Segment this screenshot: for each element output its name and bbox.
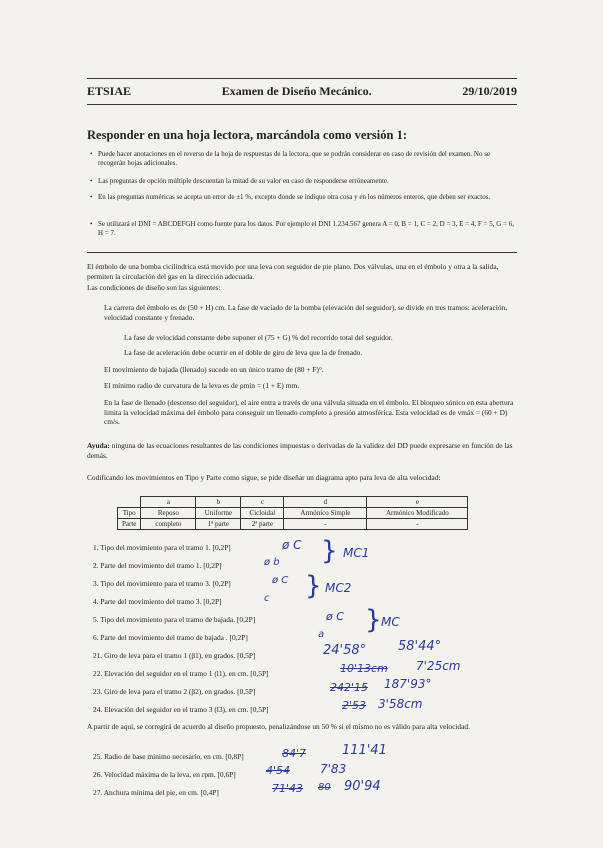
instruction-bullet: • Puede hacer anotaciones en el reverso de la hoja de respuestas de la lectora, que se podrán considerar en caso de revisión del examen. No se recogerán hojas adicionales. [98, 150, 516, 168]
question-number: 22. [93, 669, 103, 678]
question-points: [0,4P] [200, 788, 219, 797]
table-cell: - [284, 519, 367, 530]
table-cell: 2ª parte [241, 519, 284, 530]
exam-title: Examen de Diseño Mecánico. [221, 84, 372, 98]
handwritten-crossed-27b: 80 [318, 782, 331, 793]
question-2 [93, 561, 222, 570]
handwritten-answer-4: c [264, 593, 270, 604]
table-header-row [118, 497, 468, 508]
question-1 [93, 543, 231, 552]
question-number: 4. [93, 597, 99, 606]
table-cell: 1ª parte [196, 519, 241, 530]
question-6 [93, 633, 248, 642]
condition-4: En la fase de llenado (descenso del seguidor), el aire entra a través de una válvula situada en el émbolo. El bloqueo sónico en esta abertura limita la velocidad máxima del émbolo para conseguir un llenado completo a presión atmosférica. Esta velocidad es de vmáx = (60 + D) cm/s. [104, 398, 514, 426]
table-cell: Armónico Simple [284, 508, 367, 519]
handwritten-answer-23: 187'93° [384, 677, 432, 691]
question-number: 21. [93, 651, 103, 660]
question-text: Tipo del movimiento para el tramo 3. [100, 579, 211, 588]
header-rule [87, 104, 517, 105]
handwritten-crossed-26: 4'54 [266, 764, 291, 777]
brace-mark: } [305, 571, 322, 601]
question-5 [93, 615, 255, 624]
question-number: 25. [93, 752, 103, 761]
question-26 [93, 770, 236, 779]
handwritten-answer-3: ø C [272, 575, 289, 586]
exam-date: 29/10/2019 [462, 84, 517, 98]
question-points: [0,5P] [250, 669, 269, 678]
instruction-bullet: • En las preguntas numéricas se acepta un error de ±1 %, excepto donde se indique otra cosa y en los números enteros, que deben ser exactos. [98, 193, 516, 202]
question-points: [0,8P] [225, 752, 244, 761]
question-points: [0,5P] [237, 651, 256, 660]
handwritten-answer-6: a [318, 629, 325, 640]
handwritten-group-3: MC [381, 615, 400, 629]
question-number: 3. [93, 579, 99, 588]
handwritten-crossed-25: 84'7 [282, 747, 307, 760]
question-22 [93, 669, 269, 678]
top-rule [87, 78, 517, 79]
condition-1b: La fase de aceleración debe ocurrir en el doble de giro de leva que la de frenado. [124, 348, 363, 357]
handwritten-answer-2: ø b [264, 557, 280, 568]
handwritten-crossed-24: 2'53 [342, 699, 367, 712]
help-text: ninguna de las ecuaciones resultantes de las condiciones impuestas o derivadas de la validez del DD puede expresarse en función de las demás. [87, 441, 513, 460]
question-4 [93, 597, 222, 606]
instructions-title: Responder en una hoja lectora, marcándola como versión 1: [87, 128, 408, 142]
handwritten-answer-25: 111'41 [342, 743, 387, 758]
condition-1a: La fase de velocidad constante debe suponer el (75 + G) % del recorrido total del seguidor. [124, 333, 393, 342]
row-label: Parte [118, 519, 141, 530]
coding-table [117, 496, 468, 530]
brace-mark: } [321, 536, 338, 566]
column-header: b [196, 497, 241, 508]
section-rule [87, 252, 517, 253]
table-cell: Reposo [141, 508, 196, 519]
table-cell: Armónico Modificado [367, 508, 468, 519]
condition-1: La carrera del émbolo es de (50 + H) cm. La fase de vaciado de la bomba (elevación del seguidor), se divide en tres tramos: aceleración, velocidad constante y frenado. [104, 303, 508, 322]
question-points: [0,5P] [237, 687, 256, 696]
table-cell: Cicloidal [241, 508, 284, 519]
question-text: Giro de leva para el tramo 2 (β2), en grados. [104, 687, 236, 696]
handwritten-group-1: MC1 [343, 546, 370, 560]
help-label: Ayuda: [87, 441, 110, 450]
condition-3: El mínimo radio de curvatura de la leva es de ρmín = (1 + E) mm. [104, 381, 300, 390]
question-number: 1. [93, 543, 99, 552]
penalty-note: A partir de aquí, se corregirá de acuerdo al diseño propuesto, penalizándose un 50 % si el mismo no es válido para alta velocidad. [87, 722, 470, 731]
handwritten-answer-5: ø C [326, 610, 344, 623]
row-label: Tipo [118, 508, 141, 519]
handwritten-answer-1: ø C [282, 538, 302, 552]
column-header: e [367, 497, 468, 508]
question-text: Velocidad máxima de la leva, en rpm. [103, 770, 216, 779]
question-points: [0,6P] [217, 770, 236, 779]
condition-2: El movimiento de bajada (llenado) sucede en un único tramo de (80 + F)°. [104, 365, 324, 374]
question-25 [93, 752, 244, 761]
handwritten-crossed-27: 71'43 [272, 782, 304, 795]
column-header: a [141, 497, 196, 508]
table-cell: - [367, 519, 468, 530]
help-note [87, 441, 517, 460]
question-points: [0,2P] [203, 597, 222, 606]
table-cell: completo [141, 519, 196, 530]
handwritten-answer-21: 24'58° [323, 643, 367, 658]
question-number: 23. [93, 687, 103, 696]
question-text: Parte del movimiento del tramo 3. [100, 597, 202, 606]
question-points: [0,2P] [212, 543, 231, 552]
question-text: Tipo del movimiento para el tramo de bajada. [100, 615, 236, 624]
question-text: Anchura mínima del pie, en cm. [103, 788, 199, 797]
question-text: Elevación del seguidor en el tramo 3 (l3), en cm. [104, 705, 249, 714]
question-text: Radio de base mínimo necesario, en cm. [104, 752, 224, 761]
question-number: 5. [93, 615, 99, 624]
exam-header [87, 84, 517, 99]
question-number: 6. [93, 633, 99, 642]
handwritten-group-2: MC2 [325, 581, 352, 595]
question-number: 26. [93, 770, 103, 779]
handwritten-answer-26: 7'83 [320, 762, 347, 776]
column-header: d [284, 497, 367, 508]
question-points: [0,2P] [229, 633, 248, 642]
handwritten-answer-22: 7'25cm [416, 659, 461, 673]
question-number: 27. [93, 788, 103, 797]
question-21 [93, 651, 255, 660]
brace-mark: } [365, 605, 382, 635]
question-text: Tipo del movimiento para el tramo 1. [100, 543, 211, 552]
question-text: Parte del movimiento del tramo de bajada . [100, 633, 228, 642]
question-number: 2. [93, 561, 99, 570]
question-24 [93, 705, 269, 714]
conditions-label: Las condiciones de diseño son las siguientes: [87, 283, 221, 292]
table-corner [118, 497, 141, 508]
handwritten-answer-27: 90'94 [344, 779, 381, 794]
table-row [118, 519, 468, 530]
question-points: [0,2P] [212, 579, 231, 588]
question-23 [93, 687, 255, 696]
school-name: ETSIAE [87, 84, 132, 98]
instruction-bullet: • Se utilizará el DNI = ABCDEFGH como fuente para los datos. Por ejemplo el DNI 1.234.567 genera A = 0, B = 1, C = 2, D = 3, E = 4, F = 5, G = 6, H = 7. [98, 220, 516, 238]
question-points: [0,2P] [203, 561, 222, 570]
coding-statement: Codificando los movimientos en Tipo y Parte como sigue, se pide diseñar un diagrama apto para leva de alta velocidad: [87, 473, 441, 482]
handwritten-answer-21b: 58'44° [398, 639, 442, 654]
problem-intro: El émbolo de una bomba cicilíndrica está movido por una leva con seguidor de pie plano. Dos válvulas, una en el émbolo y otra a la salida, permiten la circulación del gas en la dirección adecuada. [87, 262, 499, 281]
instruction-bullet: • Las preguntas de opción múltiple descuentan la mitad de su valor en caso de responderse erróneamente. [98, 177, 516, 186]
handwritten-answer-24: 3'58cm [378, 697, 423, 711]
question-number: 24. [93, 705, 103, 714]
question-text: Giro de leva para el tramo 1 (β1), en grados. [104, 651, 236, 660]
table-cell: Uniforme [196, 508, 241, 519]
question-27 [93, 788, 219, 797]
question-3 [93, 579, 231, 588]
table-row [118, 508, 468, 519]
column-header: c [241, 497, 284, 508]
handwritten-crossed-23: 242'15 [330, 681, 369, 694]
question-text: Parte del movimiento del tramo 1. [100, 561, 202, 570]
question-points: [0,2P] [236, 615, 256, 624]
handwritten-crossed-22: 10'13cm [340, 662, 388, 675]
question-text: Elevación del seguidor en el tramo 1 (l1), en cm. [104, 669, 249, 678]
question-points: [0,5P] [250, 705, 269, 714]
